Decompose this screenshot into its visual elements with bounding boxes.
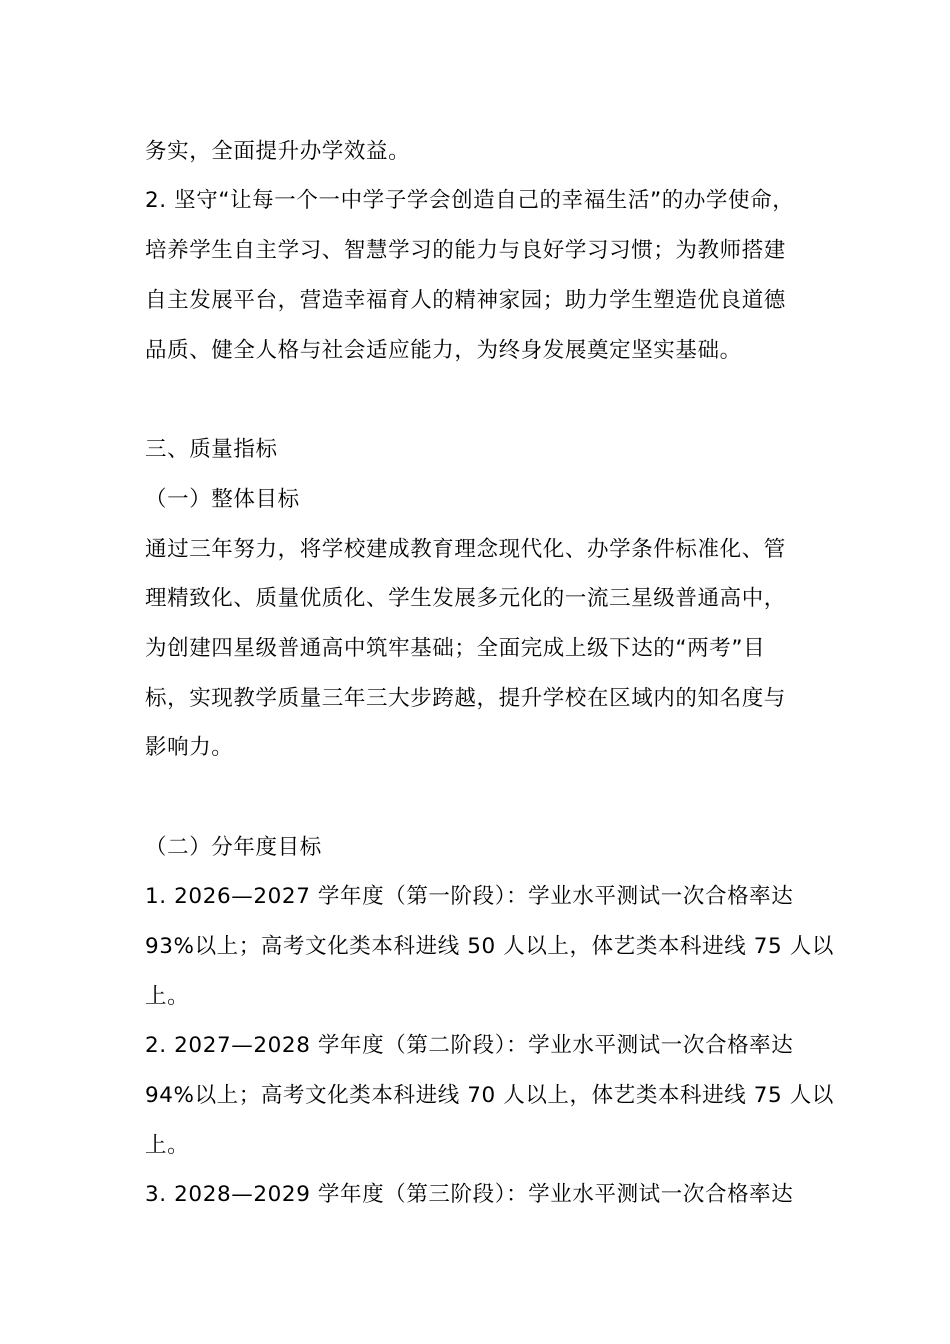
- text-line: 标，实现教学质量三年三大步跨越，提升学校在区域内的知名度与: [145, 686, 786, 711]
- text-line: 2. 坚守“让每一个一中学子学会创造自己的幸福生活”的办学使命，: [145, 188, 795, 213]
- text-line: 务实，全面提升办学效益。: [145, 139, 411, 164]
- text-line: 自主发展平台，营造幸福育人的精神家园；助力学生塑造优良道德: [145, 288, 786, 313]
- text-line: 理精致化、质量优质化、学生发展多元化的一流三星级普通高中，: [145, 586, 786, 611]
- text-line: 上。: [145, 1133, 190, 1158]
- text-line: 上。: [145, 984, 190, 1009]
- text-line: 94%以上；高考文化类本科进线 70 人以上，体艺类本科进线 75 人以: [145, 1083, 834, 1108]
- text-line: 通过三年努力，将学校建成教育理念现代化、办学条件标准化、管: [145, 537, 786, 562]
- subsection-heading: （一）整体目标: [145, 487, 300, 512]
- text-line: 品质、健全人格与社会适应能力，为终身发展奠定坚实基础。: [145, 338, 742, 363]
- text-line: 93%以上；高考文化类本科进线 50 人以上，体艺类本科进线 75 人以: [145, 934, 834, 959]
- text-line: 培养学生自主学习、智慧学习的能力与良好学习习惯；为教师搭建: [145, 238, 786, 263]
- text-line: 为创建四星级普通高中筑牢基础；全面完成上级下达的“两考”目: [145, 636, 766, 661]
- subsection-heading: （二）分年度目标: [145, 835, 322, 860]
- text-line: 3. 2028—2029 学年度（第三阶段）：学业水平测试一次合格率达: [145, 1182, 794, 1207]
- text-line: 2. 2027—2028 学年度（第二阶段）：学业水平测试一次合格率达: [145, 1033, 794, 1058]
- section-heading: 三、质量指标: [145, 437, 278, 462]
- text-line: 1. 2026—2027 学年度（第一阶段）：学业水平测试一次合格率达: [145, 884, 794, 909]
- text-line: 影响力。: [145, 735, 234, 760]
